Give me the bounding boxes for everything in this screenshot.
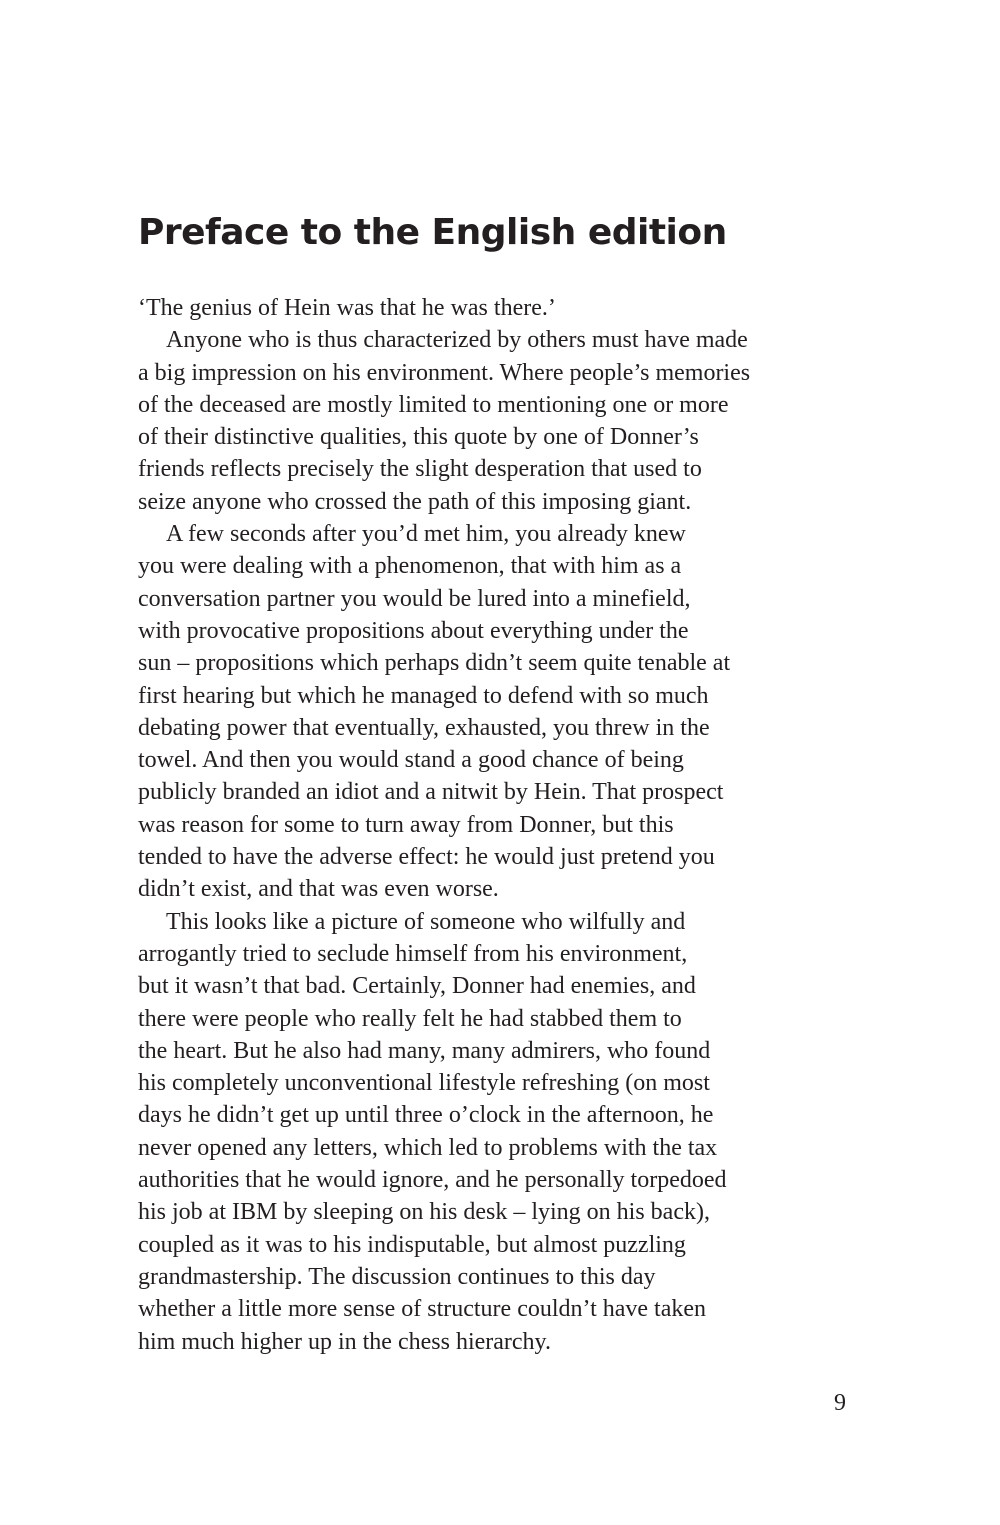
text-line: friends reflects precisely the slight desperation that used to xyxy=(138,456,702,483)
text-line: of their distinctive qualities, this quote by one of Donner’s xyxy=(138,424,699,451)
paragraph-start-line: This looks like a picture of someone who wilfully and xyxy=(166,908,686,935)
text-line: coupled as it was to his indisputable, but almost puzzling xyxy=(138,1231,686,1258)
text-line: never opened any letters, which led to problems with the tax xyxy=(138,1134,718,1161)
text-line: tended to have the adverse effect: he would just pretend you xyxy=(138,844,715,871)
text-line: his completely unconventional lifestyle refreshing (on most xyxy=(138,1070,710,1097)
text-line: with provocative propositions about everything under the xyxy=(138,617,689,644)
text-line: sun – propositions which perhaps didn’t seem quite tenable at xyxy=(138,650,731,677)
text-line: the heart. But he also had many, many admirers, who found xyxy=(138,1037,711,1064)
paragraph-start-line: A few seconds after you’d met him, you already knew xyxy=(166,521,686,548)
text-line: conversation partner you would be lured into a minefield, xyxy=(138,585,691,612)
text-line: his job at IBM by sleeping on his desk – lying on his back), xyxy=(138,1199,710,1226)
text-line: didn’t exist, and that was even worse. xyxy=(138,876,499,903)
text-line: authorities that he would ignore, and he personally torpedoed xyxy=(138,1167,727,1194)
text-line: days he didn’t get up until three o’clock in the afternoon, he xyxy=(138,1102,714,1129)
page-number: 9 xyxy=(834,1390,846,1416)
text-line: him much higher up in the chess hierarchy. xyxy=(138,1328,551,1355)
text-line: seize anyone who crossed the path of this imposing giant. xyxy=(138,488,692,515)
text-line: towel. And then you would stand a good chance of being xyxy=(138,747,684,774)
paragraph-start-line: Anyone who is thus characterized by others must have made xyxy=(166,327,748,354)
text-line: first hearing but which he managed to defend with so much xyxy=(138,682,709,709)
body-text xyxy=(138,292,868,1358)
text-line: whether a little more sense of structure couldn’t have taken xyxy=(138,1296,707,1323)
text-line: was reason for some to turn away from Donner, but this xyxy=(138,811,674,838)
text-line: but it wasn’t that bad. Certainly, Donner had enemies, and xyxy=(138,973,696,1000)
text-line: there were people who really felt he had stabbed them to xyxy=(138,1005,682,1032)
text-line: ‘The genius of Hein was that he was there.’ xyxy=(138,295,556,321)
chapter-heading: Preface to the English edition xyxy=(138,212,727,253)
text-line: a big impression on his environment. Where people’s memories xyxy=(138,359,751,386)
text-line: arrogantly tried to seclude himself from his environment, xyxy=(138,940,688,967)
text-line: you were dealing with a phenomenon, that with him as a xyxy=(138,553,682,580)
text-line: publicly branded an idiot and a nitwit by Hein. That prospect xyxy=(138,779,724,806)
text-line: of the deceased are mostly limited to mentioning one or more xyxy=(138,391,729,418)
text-line: grandmastership. The discussion continues to this day xyxy=(138,1263,656,1290)
text-line: debating power that eventually, exhausted, you threw in the xyxy=(138,714,710,741)
